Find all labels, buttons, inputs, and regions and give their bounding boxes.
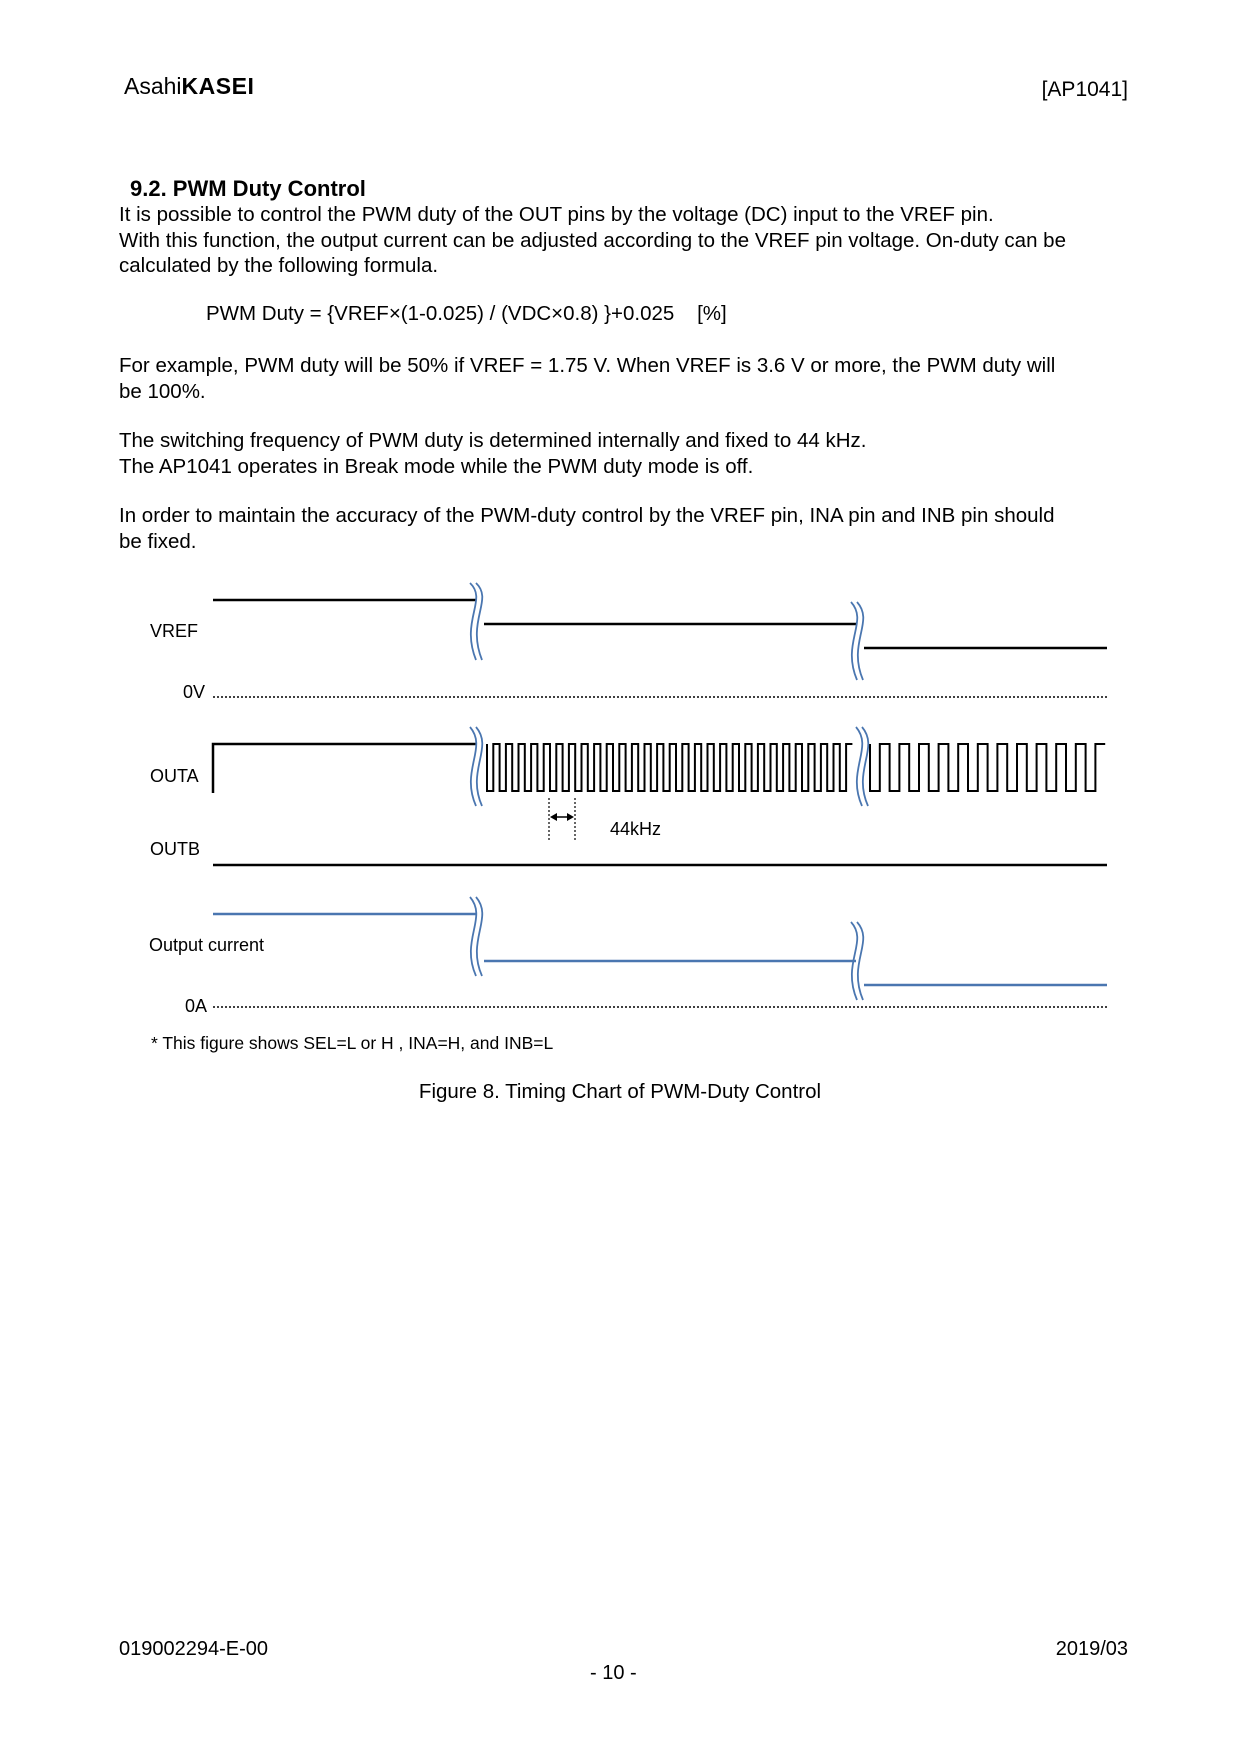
break-mark (851, 922, 863, 1000)
break-mark (856, 727, 868, 806)
text-line: For example, PWM duty will be 50% if VREF = 1.75 V. When VREF is 3.6 V or more, the PWM duty will (119, 354, 1056, 377)
period-arrow (550, 813, 574, 821)
text-line: In order to maintain the accuracy of the PWM-duty control by the VREF pin, INA pin and INB pin should (119, 504, 1055, 527)
duty-formula: PWM Duty = {VREF×(1-0.025) / (VDC×0.8) }+0.025 [%] (206, 302, 727, 325)
logo-asahi: Asahi (124, 73, 182, 99)
text-line: be fixed. (119, 529, 197, 553)
label-vref: VREF (150, 621, 199, 641)
break-mark (470, 583, 482, 660)
document-id: [AP1041] (1041, 78, 1128, 101)
outa-pwm-segment (870, 744, 1105, 791)
text-line: calculated by the following formula. (119, 254, 439, 277)
figure-note: * This figure shows SEL=L or H , INA=H, and INB=L (151, 1033, 554, 1053)
text-line: With this function, the output current can be adjusted according to the VREF pin voltage. On-duty can be (119, 228, 1066, 252)
label-zero-a: 0A (185, 996, 208, 1016)
figure-caption: Figure 8. Timing Chart of PWM-Duty Control (418, 1080, 822, 1103)
label-zero-v: 0V (183, 682, 206, 702)
vref-trace (213, 583, 1107, 680)
text-line: be 100%. (119, 379, 206, 403)
break-mark (470, 727, 482, 806)
section-title: 9.2. PWM Duty Control (130, 176, 366, 201)
break-mark (470, 897, 482, 976)
footer-date: 2019/03 (1055, 1638, 1128, 1660)
text-line: It is possible to control the PWM duty of the OUT pins by the voltage (DC) input to the VREF pin. (119, 203, 994, 226)
output-current-trace (213, 897, 1107, 1000)
outa-high-level (213, 744, 476, 793)
label-frequency: 44kHz (610, 819, 662, 839)
logo-kasei: KASEI (181, 73, 255, 99)
label-output-current: Output current (149, 935, 265, 955)
text-line: The switching frequency of PWM duty is determined internally and fixed to 44 kHz. (119, 429, 867, 452)
label-outb: OUTB (150, 839, 201, 859)
break-mark (851, 602, 863, 680)
label-outa: OUTA (150, 766, 199, 786)
footer-doc-number: 019002294-E-00 (119, 1638, 269, 1660)
outa-pwm-segment (487, 744, 852, 791)
text-line: The AP1041 operates in Break mode while the PWM duty mode is off. (119, 454, 754, 478)
footer-page-number: - 10 - (590, 1662, 637, 1684)
